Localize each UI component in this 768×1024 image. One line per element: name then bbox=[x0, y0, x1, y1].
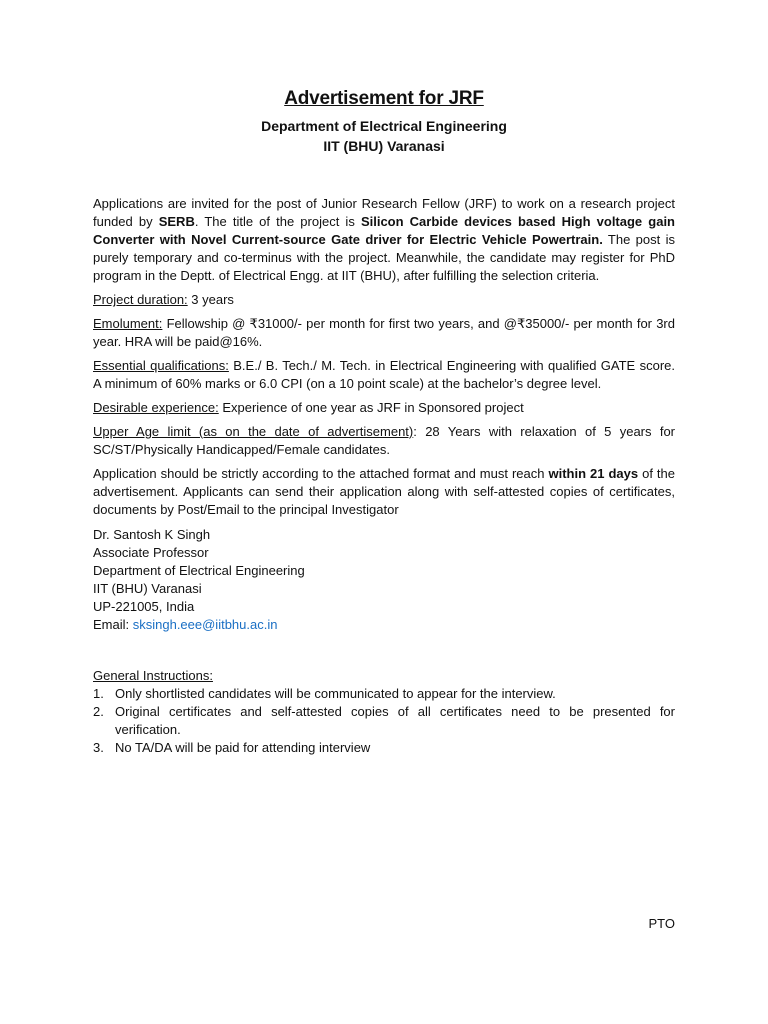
experience-label: Desirable experience: bbox=[93, 400, 219, 415]
deadline: within 21 days bbox=[548, 466, 639, 481]
project-title: Silicon Carbide devices based High voltage gain Converter with Novel Current-source Gate driver for Electric Vehicle Powertrain. bbox=[93, 214, 675, 247]
qualifications-label: Essential qualifications: bbox=[93, 358, 229, 373]
contact-block bbox=[93, 526, 675, 634]
general-instructions-heading: General Instructions: bbox=[93, 668, 213, 683]
contact-email: Email: sksingh.eee@iitbhu.ac.in bbox=[93, 617, 278, 632]
contact-name: Dr. Santosh K Singh bbox=[93, 527, 211, 542]
department-heading: Department of Electrical Engineering bbox=[261, 118, 507, 134]
desirable-experience: Desirable experience: Experience of one year as JRF in Sponsored project bbox=[93, 400, 524, 415]
funder-name: SERB bbox=[158, 214, 195, 229]
pto-label: PTO bbox=[648, 916, 675, 931]
application-instructions: Application should be strictly according to the attached format and must reach within 21 days of the advertisement. Applicants can send their application along with self-attested copies of certificates, documents by Post/Email to the principal Investigator bbox=[93, 466, 675, 517]
document-page bbox=[93, 88, 675, 757]
project-duration: Project duration: 3 years bbox=[93, 292, 234, 307]
upper-age-limit: Upper Age limit (as on the date of advertisement): 28 Years with relaxation of 5 years for SC/ST/Physically Handicapped/Female candidates. bbox=[93, 424, 675, 457]
list-item: 1. Only shortlisted candidates will be communicated to appear for the interview. bbox=[93, 686, 556, 701]
emolument: Emolument: Fellowship @ ₹31000/- per month for first two years, and @₹35000/- per month for 3rd year. HRA will be paid@16%. bbox=[93, 316, 675, 349]
email-link[interactable]: sksingh.eee@iitbhu.ac.in bbox=[132, 617, 278, 632]
emolument-label: Emolument: bbox=[93, 316, 163, 331]
duration-label: Project duration: bbox=[93, 292, 188, 307]
institute-heading: IIT (BHU) Varanasi bbox=[323, 138, 445, 154]
contact-designation: Associate Professor bbox=[93, 545, 209, 560]
age-label: Upper Age limit (as on the date of advertisement) bbox=[93, 424, 414, 439]
contact-department: Department of Electrical Engineering bbox=[93, 563, 305, 578]
contact-postal: UP-221005, India bbox=[93, 599, 195, 614]
list-item: 3. No TA/DA will be paid for attending interview bbox=[93, 740, 371, 755]
list-item: 2. Original certificates and self-attested copies of all certificates need to be presented for verification. bbox=[93, 704, 675, 737]
instructions-list bbox=[93, 685, 675, 757]
essential-qualifications: Essential qualifications: B.E./ B. Tech./ M. Tech. in Electrical Engineering with qualified GATE score. A minimum of 60% marks or 6.0 CPI (on a 10 point scale) at the bachelor’s degree level. bbox=[93, 358, 675, 391]
intro-paragraph: Applications are invited for the post of Junior Research Fellow (JRF) to work on a research project funded by SERB. The title of the project is Silicon Carbide devices based High voltage gain Converter with Novel Current-source Gate driver for Electric Vehicle Powertrain. The post is purely temporary and co-terminus with the project. Meanwhile, the candidate may register for PhD program in the Deptt. of Electrical Engg. at IIT (BHU), after fulfilling the selection criteria. bbox=[93, 196, 675, 283]
contact-institute: IIT (BHU) Varanasi bbox=[93, 581, 202, 596]
page-title: Advertisement for JRF bbox=[284, 88, 484, 109]
